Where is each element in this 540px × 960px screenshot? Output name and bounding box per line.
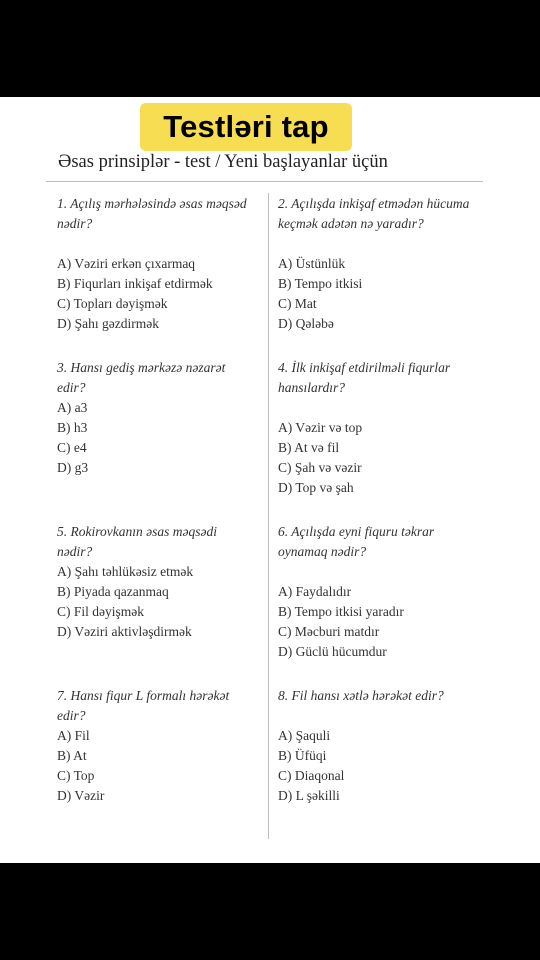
option-c: C) Fil dəyişmək (57, 604, 144, 619)
option-b: B) Tempo itkisi yaradır (278, 604, 404, 619)
option-d: D) Top və şah (278, 480, 354, 495)
options-list (278, 418, 474, 498)
column-divider (268, 193, 269, 839)
option-c: C) Şah və vəzir (278, 460, 362, 475)
option-d: D) L şəkilli (278, 788, 340, 803)
option-c: C) Diaqonal (278, 768, 345, 783)
option-a: A) Faydalıdır (278, 584, 352, 599)
question-text: 5. Rokirovkanın əsas məqsədi nədir? (57, 524, 217, 559)
option-a: A) Vəziri erkən çıxarmaq (57, 256, 196, 271)
question-7 (57, 686, 253, 806)
option-c: C) Məcburi matdır (278, 624, 380, 639)
question-text: 4. İlk inkişaf etdirilməli fiqurlar hansılardır? (278, 360, 451, 395)
option-c: C) Top (57, 768, 95, 783)
question-1 (57, 194, 253, 334)
options-list (57, 398, 253, 478)
option-c: C) Topları dəyişmək (57, 296, 168, 311)
option-d: D) Vəzir (57, 788, 105, 803)
option-a: A) Şaquli (278, 728, 331, 743)
options-list (278, 582, 474, 662)
question-6 (278, 522, 474, 662)
question-text: 6. Açılışda eyni fiquru təkrar oynamaq nədir? (278, 524, 435, 559)
page-title: Testləri tap (163, 109, 329, 144)
question-text: 8. Fil hansı xətlə hərəkət edir? (278, 688, 444, 703)
title-badge (140, 103, 352, 151)
question-text: 3. Hansı gediş mərkəzə nəzarət edir? (57, 360, 226, 395)
option-a: A) Üstünlük (278, 256, 346, 271)
option-b: B) h3 (57, 420, 88, 435)
option-b: B) At və fil (278, 440, 340, 455)
question-8 (278, 686, 474, 806)
option-a: A) Şahı təhlükəsiz etmək (57, 564, 194, 579)
option-b: B) Fiqurları inkişaf etdirmək (57, 276, 213, 291)
option-d: D) Güclü hücumdur (278, 644, 387, 659)
option-a: A) Vəzir və top (278, 420, 363, 435)
option-b: B) Üfüqi (278, 748, 327, 763)
option-d: D) Qələbə (278, 316, 334, 331)
option-b: B) Tempo itkisi (278, 276, 363, 291)
question-text: 1. Açılış mərhələsində əsas məqsəd nədir? (57, 196, 247, 231)
options-list (57, 726, 253, 806)
question-text: 7. Hansı fiqur L formalı hərəkət edir? (57, 688, 230, 723)
question-5 (57, 522, 253, 642)
option-a: A) Fil (57, 728, 90, 743)
option-b: B) At (57, 748, 87, 763)
option-d: D) Şahı gəzdirmək (57, 316, 159, 331)
question-3 (57, 358, 253, 478)
option-a: A) a3 (57, 400, 88, 415)
options-list (57, 254, 253, 334)
options-list (278, 254, 474, 334)
option-b: B) Piyada qazanmaq (57, 584, 169, 599)
header-divider (46, 181, 483, 182)
options-list (57, 562, 253, 642)
options-list (278, 726, 474, 806)
question-text: 2. Açılışda inkişaf etmədən hücuma keçmək adətən nə yaradır? (278, 196, 470, 231)
option-c: C) Mat (278, 296, 317, 311)
question-4 (278, 358, 474, 498)
question-2 (278, 194, 474, 334)
option-c: C) e4 (57, 440, 87, 455)
page-subtitle: Əsas prinsiplər - test / Yeni başlayanlar üçün (58, 152, 388, 172)
test-sheet (0, 97, 540, 863)
option-d: D) g3 (57, 460, 89, 475)
option-d: D) Vəziri aktivləşdirmək (57, 624, 192, 639)
